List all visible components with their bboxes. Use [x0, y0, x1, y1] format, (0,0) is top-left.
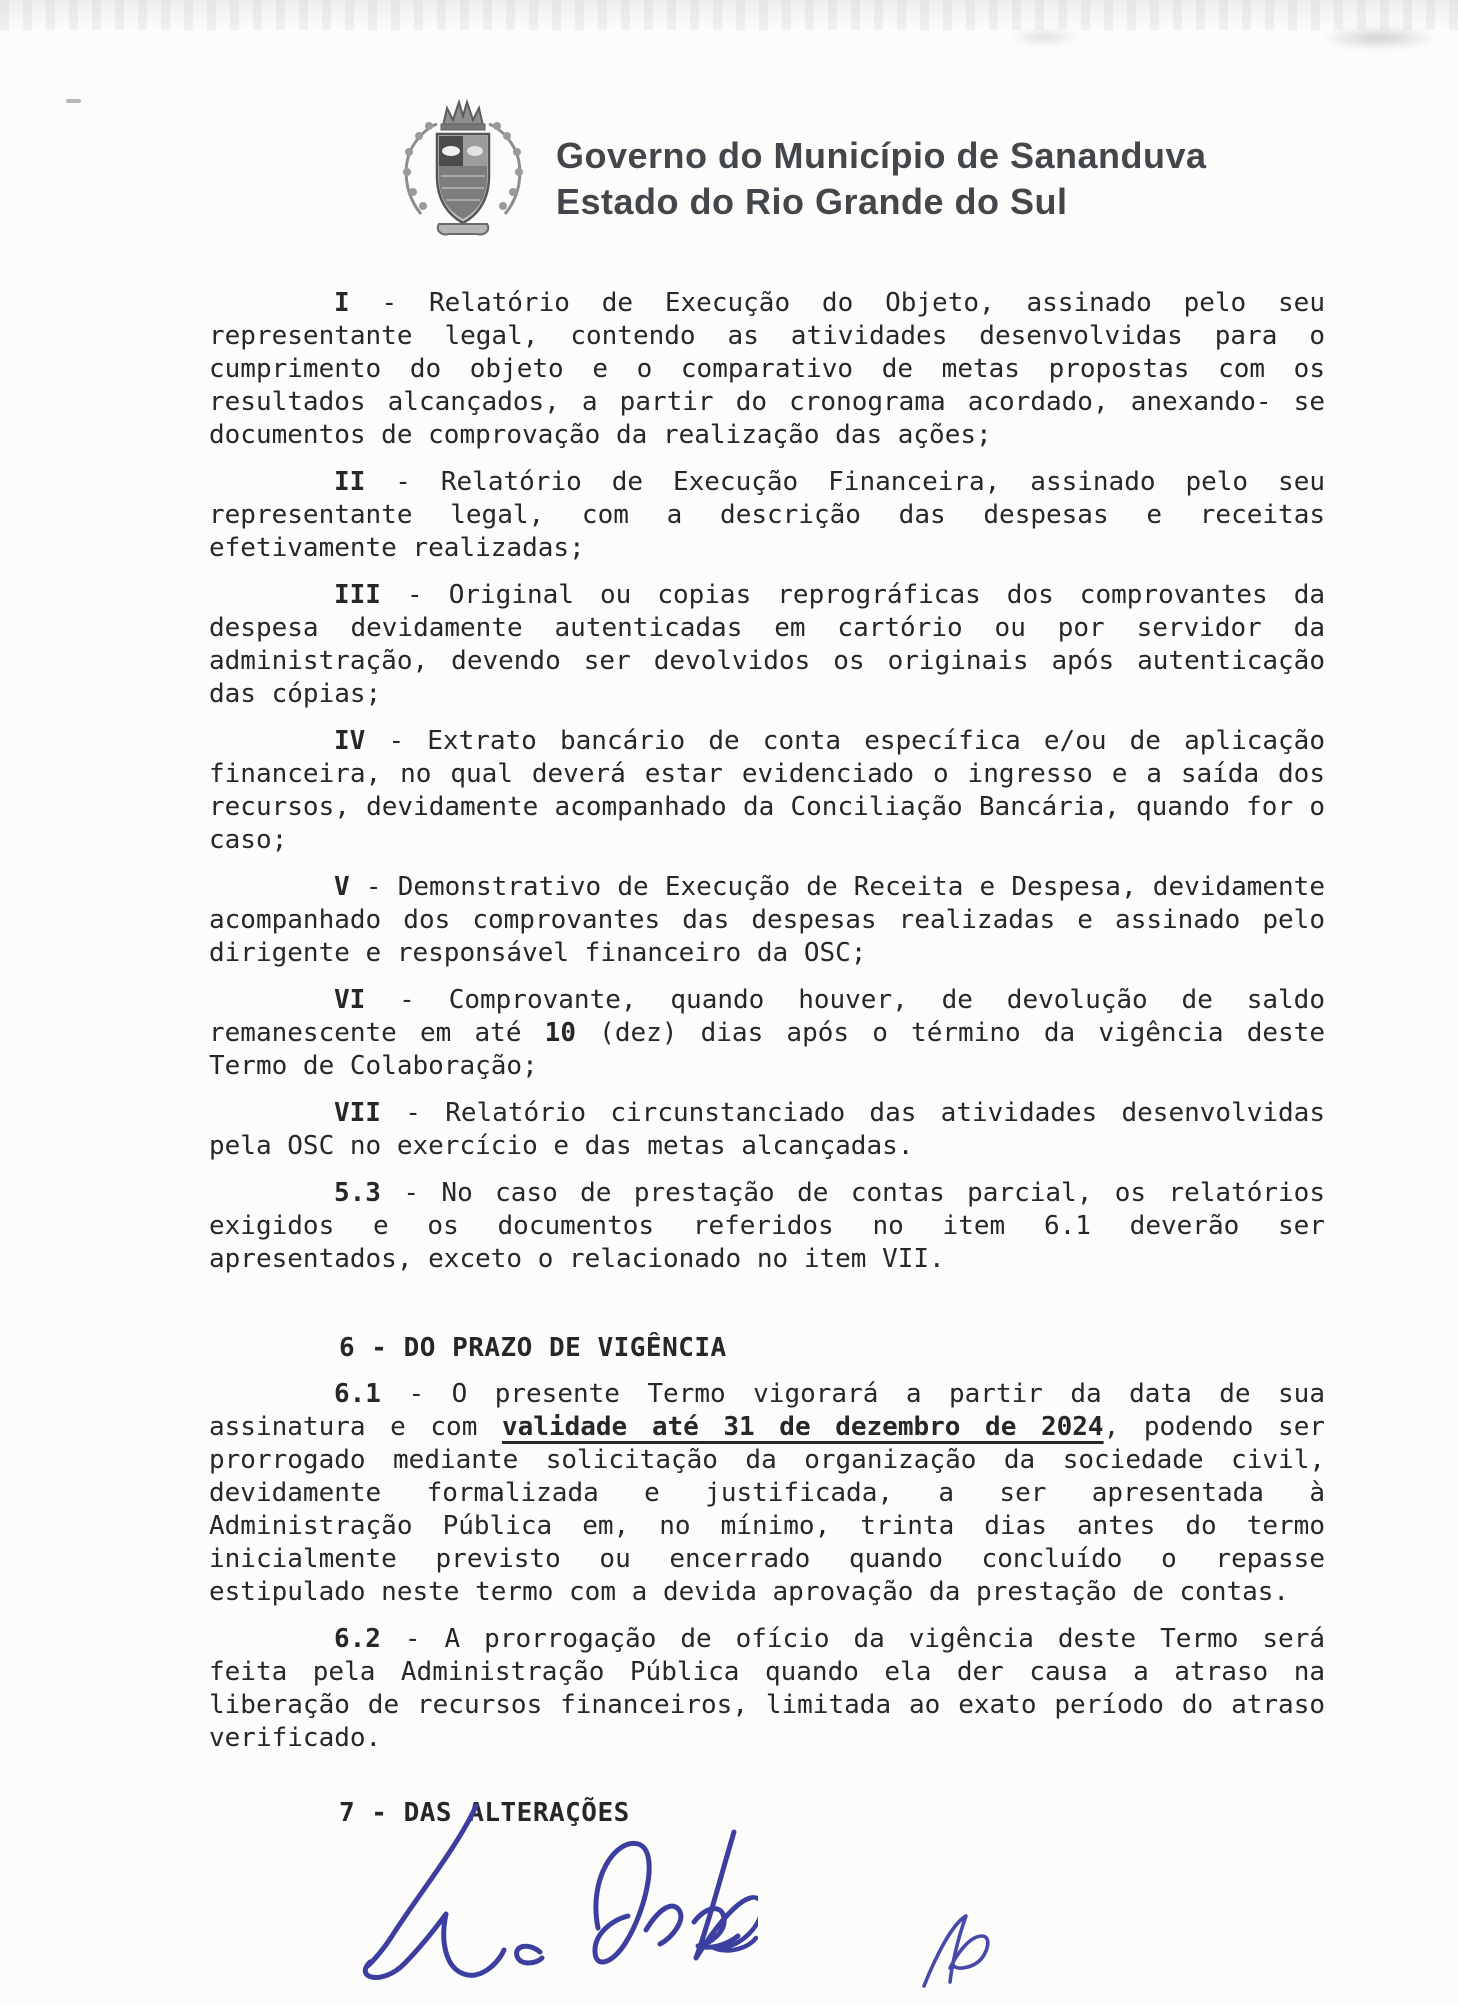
clause-text: - Comprovante, quando houver, de devolução de saldo remanescente em até: [209, 985, 1325, 1048]
municipal-coat-of-arms-icon: [393, 96, 533, 246]
handwritten-signature-blue-ink: [298, 1802, 758, 2004]
clause-text: - Relatório de Execução Financeira, assinado pelo seu representante legal, com a descrição das despesas e receitas efetivamente realizadas;: [209, 467, 1325, 563]
clause-III: [209, 579, 1325, 711]
clause-VII: [209, 1097, 1325, 1163]
clause-number: III: [334, 580, 381, 610]
clause-number: V: [334, 872, 350, 902]
clause-V: [209, 871, 1325, 970]
scan-smudge: [1010, 28, 1080, 46]
clause-text: - Original ou copias reprográficas dos comprovantes da despesa devidamente autenticadas em cartório ou por servidor da administração, devendo ser devolvidos os originais após autenticação das cópias;: [209, 580, 1325, 709]
org-title: Governo do Município de Sananduva: [556, 135, 1207, 176]
clause-bold-value: 10: [544, 1018, 576, 1048]
clause-text: - Relatório de Execução do Objeto, assinado pelo seu representante legal, contendo as atividades desenvolvidas para o cumprimento do objeto e o comparativo de metas propostas com os resultados alcançados, a partir do cronograma acordado, anexando- se documentos de comprovação da realização das ações;: [209, 288, 1325, 450]
clause-I: [209, 287, 1325, 452]
handwritten-initials-blue-ink: [908, 1908, 1018, 2004]
clause-text: - O presente Termo vigorará a partir da data de sua assinatura e com: [209, 1379, 1325, 1442]
clause-number: IV: [334, 726, 366, 756]
clause-text: - Demonstrativo de Execução de Receita e Despesa, devidamente acompanhado dos comprovantes das despesas realizadas e assinado pelo dirigente e responsável financeiro da OSC;: [209, 872, 1325, 968]
clause-VI: [209, 984, 1325, 1083]
clause-text: - No caso de prestação de contas parcial, os relatórios exigidos e os documentos referidos no item 6.1 deverão ser apresentados, exceto o relacionado no item VII.: [209, 1178, 1325, 1274]
clause-number: VII: [334, 1098, 381, 1128]
clause-number: 6.2: [334, 1624, 381, 1654]
clause-6-1: [209, 1378, 1325, 1609]
clause-number: I: [334, 288, 350, 318]
scan-smudge: [1320, 26, 1438, 50]
clause-text: - A prorrogação de ofício da vigência deste Termo será feita pela Administração Pública quando ela der causa a atraso na liberação de recursos financeiros, limitada ao exato período do atraso verificado.: [209, 1624, 1325, 1753]
clause-text: , podendo ser prorrogado mediante solicitação da organização da sociedade civil, devidamente formalizada e justificada, a ser apresentada à Administração Pública em, no mínimo, trinta dias antes do termo inicialmente previsto ou encerrado quando concluído o repasse estipulado neste termo com a devida aprovação da prestação de contas.: [209, 1412, 1325, 1607]
clause-5-3: [209, 1177, 1325, 1276]
validity-date-emphasis: validade até 31 de dezembro de 2024: [501, 1412, 1104, 1442]
scan-mark: [66, 99, 81, 103]
clause-number: 6.1: [334, 1379, 381, 1409]
clause-6-2: [209, 1623, 1325, 1755]
clause-IV: [209, 725, 1325, 857]
org-subtitle: Estado do Rio Grande do Sul: [556, 181, 1068, 222]
clause-text: - Extrato bancário de conta específica e/ou de aplicação financeira, no qual deverá estar evidenciado o ingresso e a saída dos recursos, devidamente acompanhado da Conciliação Bancária, quando for o caso;: [209, 726, 1325, 855]
clause-text: - Relatório circunstanciado das atividades desenvolvidas pela OSC no exercício e das metas alcançadas.: [209, 1098, 1325, 1161]
clause-number: VI: [334, 985, 366, 1015]
section-7-heading: 7 - DAS ALTERAÇÕES: [339, 1798, 630, 1828]
scan-noise-band: [0, 0, 1458, 30]
section-6-heading: 6 - DO PRAZO DE VIGÊNCIA: [339, 1333, 727, 1363]
clause-text: (dez) dias após o término da vigência deste Termo de Colaboração;: [209, 1018, 1325, 1081]
clause-number: II: [334, 467, 366, 497]
clause-II: [209, 466, 1325, 565]
document-body: [209, 287, 1325, 1830]
clause-number: 5.3: [334, 1178, 381, 1208]
